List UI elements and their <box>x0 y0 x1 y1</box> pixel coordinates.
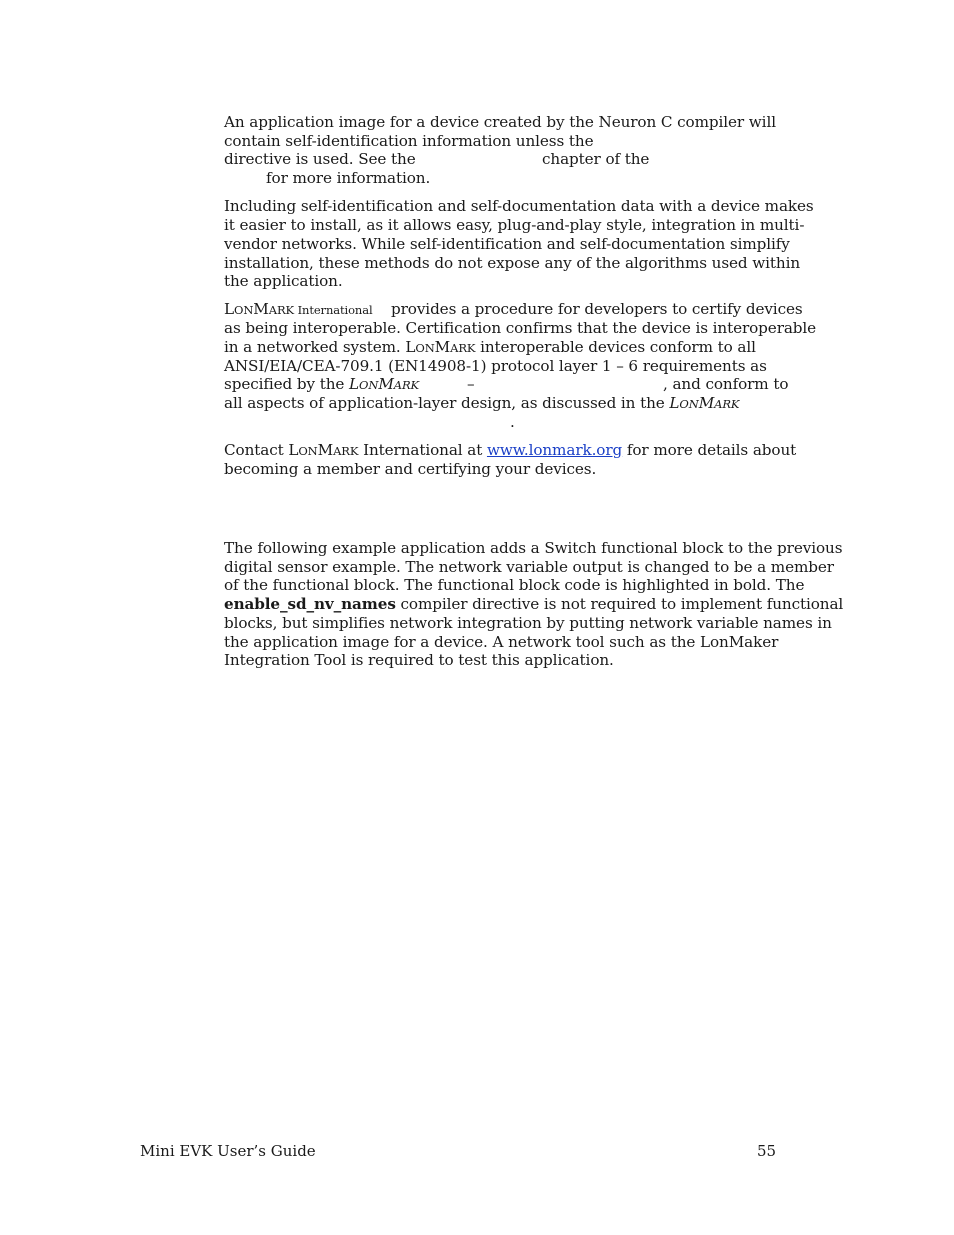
para1-line1: An application image for a device created by the Neuron C compiler will <box>224 113 776 131</box>
para2-line3: vendor networks. While self-identification and self-documentation simplify <box>224 235 790 253</box>
brand-L: L <box>669 394 680 412</box>
brand-ON: ON <box>234 303 254 317</box>
para3-line1-brand <box>224 300 373 320</box>
brand-ON: ON <box>298 444 318 458</box>
para1-line2: contain self-identification information unless the <box>224 132 594 150</box>
para5-line2: digital sensor example. The network variable output is changed to be a member <box>224 558 834 576</box>
para5-line4 <box>224 595 843 614</box>
directive-name: enable_sd_nv_names <box>224 595 396 613</box>
brand-L: L <box>349 375 360 393</box>
para4-line1b: International at <box>358 441 487 459</box>
para5-line1: The following example application adds a Switch functional block to the previous <box>224 539 843 557</box>
para3-line5a <box>224 375 419 395</box>
brand-ARK: ARK <box>393 378 420 392</box>
para3-line3 <box>224 338 756 358</box>
footer-title: Mini EVK User’s Guide <box>140 1142 316 1160</box>
para1-line4: for more information. <box>266 169 431 187</box>
para5-line3: of the functional block. The functional block code is highlighted in bold. The <box>224 576 805 594</box>
para2-line2: it easier to install, as it allows easy, plug-and-play style, integration in multi- <box>224 216 805 234</box>
para3-line2: as being interoperable. Certification confirms that the device is interoperable <box>224 319 817 337</box>
footer-page-number: 55 <box>757 1142 777 1160</box>
brand-M: M <box>253 300 269 318</box>
para4-line1a: Contact L <box>224 441 299 459</box>
brand-ARK: ARK <box>268 303 295 317</box>
para5-line7: Integration Tool is required to test this application. <box>224 651 614 669</box>
brand-M: M <box>434 338 451 356</box>
brand-international: International <box>294 303 373 317</box>
para1-line3b: chapter of the <box>542 150 650 168</box>
brand-ARK: ARK <box>714 397 740 411</box>
para2-line4: installation, these methods do not expose any of the algorithms used within <box>224 254 801 272</box>
brand-ARK: ARK <box>450 341 476 355</box>
brand-ON: ON <box>359 378 379 392</box>
brand-ON: ON <box>415 341 435 355</box>
para3-line5b: , and conform to <box>663 375 789 393</box>
para4-line1 <box>224 441 796 461</box>
para3-line3a: in a networked system. L <box>224 338 416 356</box>
para3-line5-dash: – <box>467 375 475 393</box>
para5-line5: blocks, but simplifies network integration by putting network variable names in <box>224 614 832 632</box>
para5-line6: the application image for a device. A network tool such as the LonMaker <box>224 633 779 651</box>
para3-line3b: interoperable devices conform to all <box>475 338 756 356</box>
lonmark-link[interactable]: www.lonmark.org <box>486 441 623 459</box>
para2-line5: the application. <box>224 272 343 290</box>
para3-line5a-text: specified by the <box>224 375 350 393</box>
para3-line4: ANSI/EIA/CEA-709.1 (EN14908-1) protocol layer 1 – 6 requirements as <box>224 357 767 375</box>
para4-line1c: for more details about <box>622 441 797 459</box>
brand-M: M <box>698 394 715 412</box>
para3-line6-text: all aspects of application-layer design, as discussed in the <box>224 394 670 412</box>
para4-line2: becoming a member and certifying your devices. <box>224 460 597 478</box>
para5-line4-text: compiler directive is not required to implement functional <box>395 595 844 613</box>
para3-line1-rest: provides a procedure for developers to certify devices <box>391 300 803 318</box>
brand-M: M <box>378 375 394 393</box>
para3-line6 <box>224 394 739 414</box>
brand-ARK: ARK <box>333 444 359 458</box>
para1-line3a: directive is used. See the <box>224 150 416 168</box>
para2-line1: Including self-identification and self-documentation data with a device makes <box>224 197 814 215</box>
brand-L: L <box>224 300 234 318</box>
brand-ON: ON <box>679 397 699 411</box>
para3-line7-period: . <box>510 413 515 431</box>
brand-M: M <box>317 441 334 459</box>
